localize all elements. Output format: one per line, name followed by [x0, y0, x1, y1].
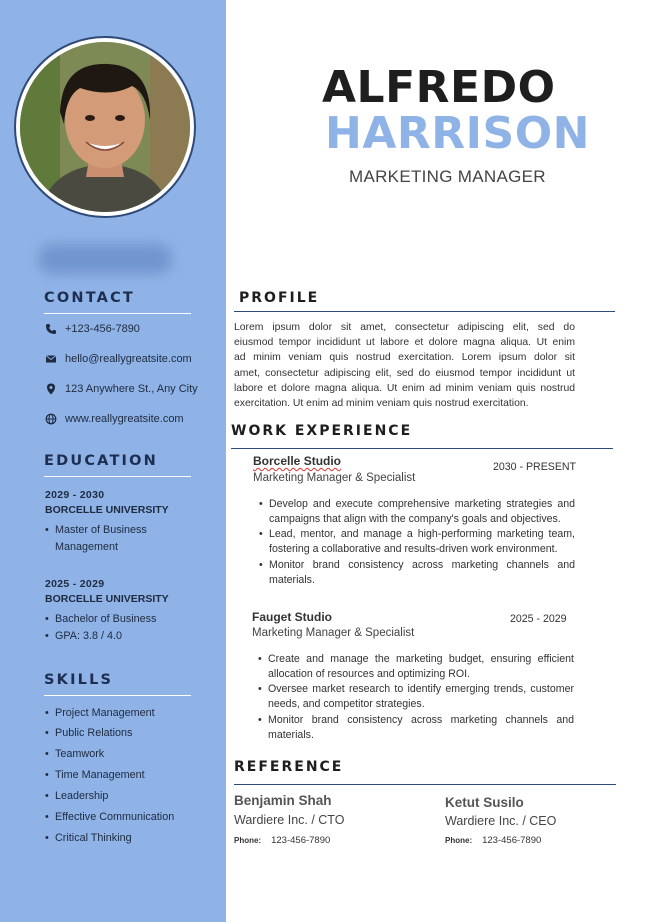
skills-heading: SKILLS	[44, 672, 114, 688]
education-item-continued: Management	[55, 541, 119, 553]
job-bullet: • Monitor brand consistency across marketing channels and materials.	[258, 714, 574, 742]
profile-divider	[234, 311, 615, 312]
contact-email-row	[44, 350, 192, 368]
skill-item: • Project Management	[45, 707, 155, 719]
last-name: HARRISON	[325, 108, 590, 159]
skill-item: • Public Relations	[45, 727, 133, 739]
reference-name: Benjamin Shah	[234, 793, 332, 808]
job-company: Borcelle Studio	[253, 454, 342, 468]
job-role: Marketing Manager & Specialist	[252, 627, 415, 639]
profile-heading: PROFILE	[239, 290, 320, 306]
profile-text: Lorem ipsum dolor sit amet, consectetur adipiscing elit, sed do eiusmod tempor incididunt ut labore et dolore magna aliqua. Ut enim ad minim veniam quis nostrud exercitation. Lorem ipsum dolor sit amet, consectetur adipiscing elit, sed do eiusmod tempor incididunt ut labore et dolore magna aliqua. Ut enim ad minim veniam quis nostrud exercitation. Ut enim ad minim veniam quis nostrud exercitation.	[234, 322, 575, 410]
phone-icon	[44, 322, 58, 336]
blurred-decoration	[38, 244, 172, 274]
skills-divider	[44, 695, 191, 696]
skill-item: • Teamwork	[45, 748, 105, 760]
contact-heading: CONTACT	[44, 290, 136, 306]
location-pin-icon	[44, 382, 58, 396]
reference-title: Wardiere Inc. / CTO	[234, 813, 345, 827]
skill-item: • Leadership	[45, 790, 109, 802]
job-bullet: • Lead, mentor, and manage a high-performing marketing team, fostering a collaborative and results-driven work environment.	[259, 528, 575, 556]
education-years: 2029 - 2030	[45, 489, 105, 501]
experience-divider	[231, 448, 613, 449]
job-period: 2025 - 2029	[510, 613, 567, 625]
education-school: BORCELLE UNIVERSITY	[45, 593, 169, 605]
job-title: MARKETING MANAGER	[349, 167, 546, 186]
mail-icon	[44, 352, 58, 366]
job-company: Fauget Studio	[252, 610, 332, 624]
education-school: BORCELLE UNIVERSITY	[45, 504, 169, 516]
contact-email[interactable]: hello@reallygreatsite.com	[65, 353, 192, 365]
education-item: • GPA: 3.8 / 4.0	[45, 630, 123, 642]
reference-heading: REFERENCE	[234, 759, 344, 775]
skill-item: • Time Management	[45, 769, 145, 781]
job-bullet: • Create and manage the marketing budget, ensuring efficient allocation of resources and optimizing ROI.	[258, 653, 574, 681]
skill-item: • Critical Thinking	[45, 832, 132, 844]
education-item: • Bachelor of Business	[45, 613, 157, 625]
contact-phone-row	[44, 320, 140, 338]
reference-phone: Phone: 123-456-7890	[445, 835, 542, 846]
reference-phone: Phone: 123-456-7890	[234, 835, 331, 846]
reference-title: Wardiere Inc. / CEO	[445, 814, 557, 828]
reference-name: Ketut Susilo	[445, 795, 524, 810]
contact-phone: +123-456-7890	[65, 323, 140, 335]
skill-item: • Effective Communication	[45, 811, 175, 823]
education-item: • Master of Business	[45, 524, 147, 536]
job-period: 2030 - PRESENT	[493, 461, 577, 473]
job-bullet: • Oversee market research to identify emerging trends, customer needs, and competitor strategies.	[258, 683, 574, 711]
education-years: 2025 - 2029	[45, 578, 105, 590]
globe-icon	[44, 412, 58, 426]
job-bullet: • Monitor brand consistency across marketing channels and materials.	[259, 559, 575, 587]
education-heading: EDUCATION	[44, 453, 159, 469]
profile-photo	[20, 42, 190, 212]
reference-divider	[234, 784, 616, 785]
education-divider	[44, 476, 191, 477]
first-name: ALFREDO	[322, 62, 556, 113]
contact-address: 123 Anywhere St., Any City	[65, 383, 198, 395]
job-bullet: • Develop and execute comprehensive marketing strategies and campaigns that align with the company's goals and objectives.	[259, 498, 575, 526]
contact-divider	[44, 313, 191, 314]
contact-address-row	[44, 380, 198, 398]
contact-website[interactable]: www.reallygreatsite.com	[65, 413, 184, 425]
contact-website-row	[44, 410, 184, 428]
experience-heading: WORK EXPERIENCE	[231, 423, 413, 439]
job-role: Marketing Manager & Specialist	[253, 472, 416, 484]
